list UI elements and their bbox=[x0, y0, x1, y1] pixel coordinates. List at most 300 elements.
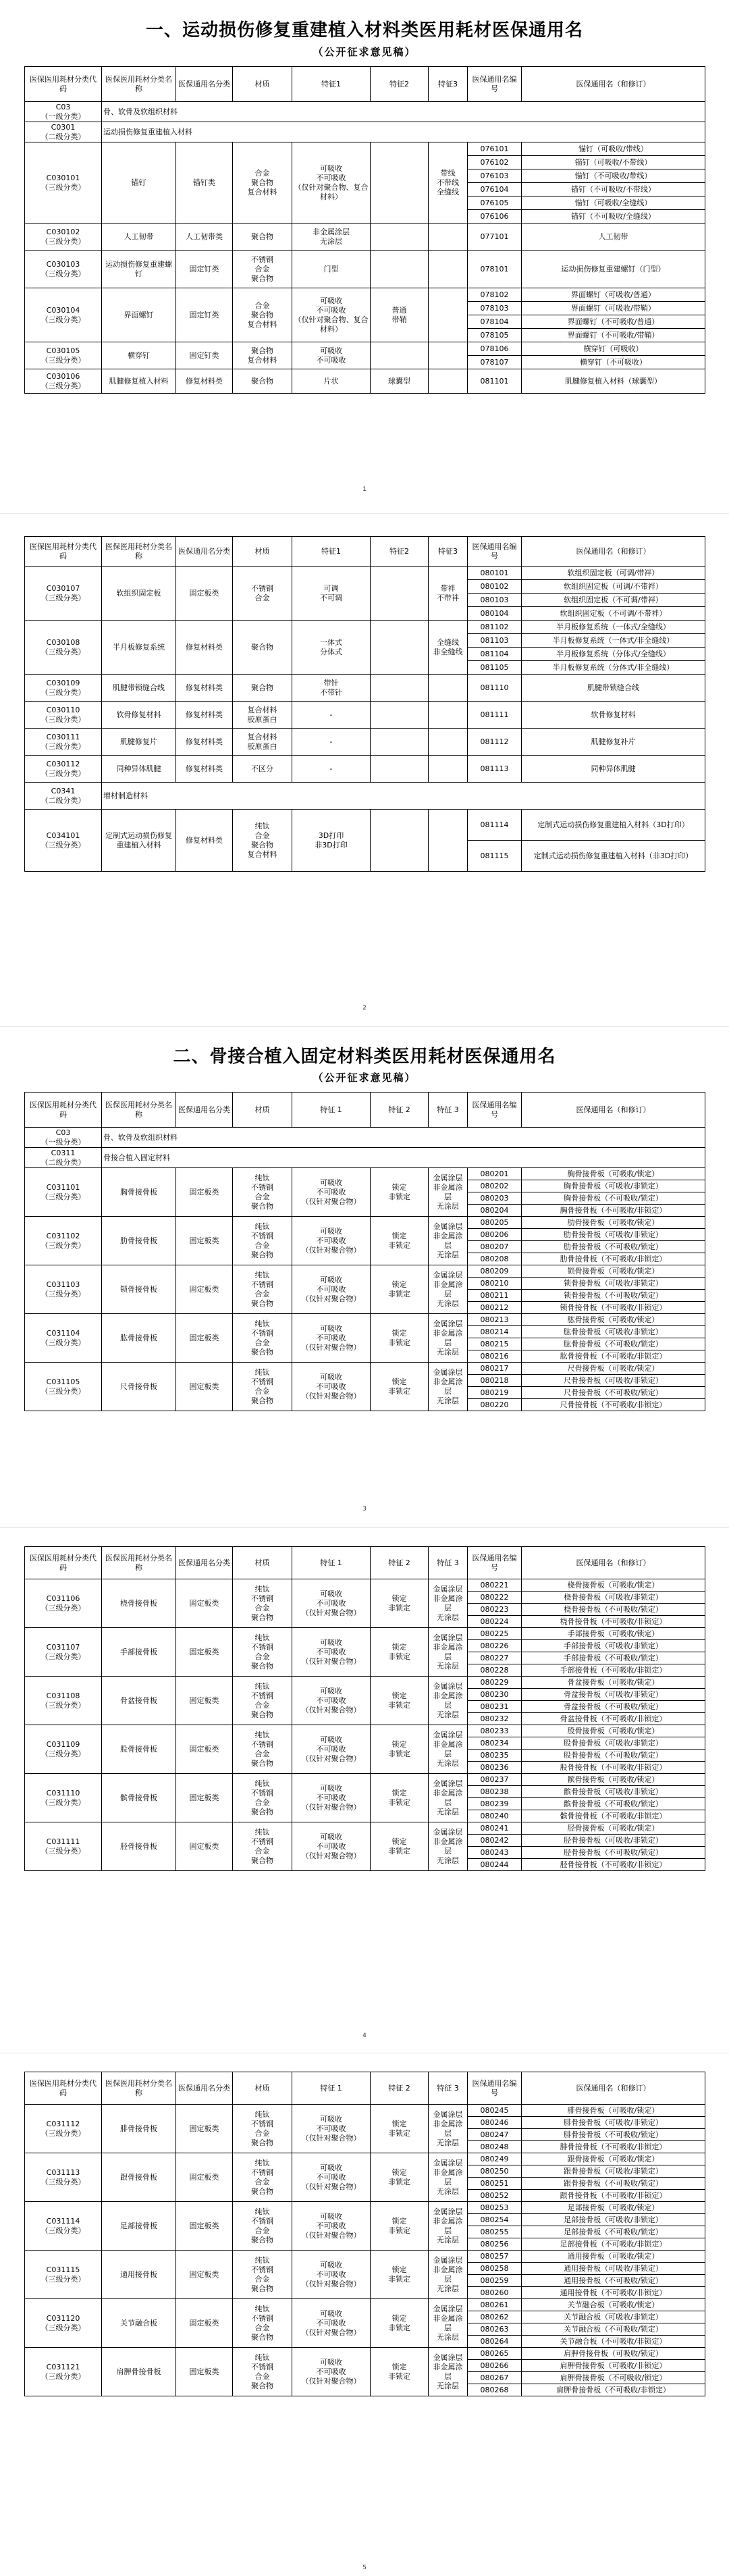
generic-class-text: 固定板类 bbox=[189, 2172, 219, 2182]
item-name: 软组织固定板（不可调/不带袢） bbox=[522, 607, 705, 621]
item-name: 软组织固定板（可调/不带袢） bbox=[522, 580, 705, 594]
feature1 bbox=[292, 2153, 371, 2202]
feature3: 带袢 不带袢 bbox=[429, 567, 468, 621]
header-number: 医保通用名编号 bbox=[468, 537, 522, 567]
feature2-text: 锁定 非锁定 bbox=[388, 1594, 410, 1612]
feature2-text: 锁定 非锁定 bbox=[388, 2313, 410, 2332]
item-name-text: 跟骨接骨板（可吸收/非锁定） bbox=[564, 2166, 663, 2176]
item-name: 半月板修复系统（分体式/非全缝线） bbox=[522, 661, 705, 675]
item-number: 076101 bbox=[468, 142, 522, 156]
feature2: 球囊型 bbox=[371, 369, 429, 394]
feature1: 3D打印 非3D打印 bbox=[292, 810, 371, 872]
item-number-text: 080213 bbox=[480, 1315, 509, 1324]
generic-class: 人工韧带类 bbox=[176, 224, 233, 251]
feature3 bbox=[429, 2299, 468, 2348]
feature3-text: 金属涂层 非金属涂层 无涂层 bbox=[433, 1270, 463, 1308]
item-name bbox=[522, 1762, 705, 1774]
item-name-text: 桡骨接骨板（可吸收/非锁定） bbox=[564, 1592, 663, 1602]
item-name bbox=[522, 1725, 705, 1737]
material: 聚合物 复合材料 bbox=[233, 342, 292, 369]
generic-class: 修复材料类 bbox=[176, 369, 233, 394]
item-name bbox=[522, 1579, 705, 1592]
item-number bbox=[468, 2226, 522, 2238]
generic-class-text: 固定板类 bbox=[189, 2124, 219, 2133]
item-number bbox=[468, 2299, 522, 2311]
item-name-text: 跟骨接骨板（不可吸收/锁定） bbox=[564, 2178, 663, 2188]
generic-class bbox=[176, 2348, 233, 2396]
generic-class-text: 固定板类 bbox=[189, 1598, 219, 1608]
table-5 bbox=[24, 2072, 705, 2396]
item-number bbox=[468, 2190, 522, 2202]
item-name bbox=[522, 1290, 705, 1302]
material-text: 纯钛 不锈钢 合金 聚合物 bbox=[251, 2207, 273, 2244]
header-number: 医保通用名编号 bbox=[468, 1093, 522, 1128]
item-number bbox=[468, 2323, 522, 2336]
class-name: 骨接合植入固定材料 bbox=[102, 1148, 705, 1168]
header-class: 医保通用名分类 bbox=[176, 2072, 233, 2105]
item-number: 078101 bbox=[468, 251, 522, 288]
feature3-text: 金属涂层 非金属涂层 无涂层 bbox=[433, 2352, 463, 2390]
item-number-text: 080257 bbox=[480, 2251, 509, 2261]
class-name-text: 腓骨接骨板 bbox=[120, 2124, 157, 2133]
item-name bbox=[522, 2190, 705, 2202]
material bbox=[233, 2348, 292, 2396]
item-name-text: 关节融合板（不可吸收/锁定） bbox=[564, 2324, 663, 2334]
item-number bbox=[468, 1314, 522, 1326]
class-name bbox=[102, 2348, 176, 2396]
class-code: C030110 （三级分类） bbox=[25, 702, 102, 729]
feature1-text: 可吸收 不可吸收 （仅针对聚合物） bbox=[301, 1589, 361, 1617]
generic-class: 固定钉类 bbox=[176, 288, 233, 342]
generic-class bbox=[176, 1314, 233, 1363]
class-code: C030108 （三级分类） bbox=[25, 621, 102, 675]
table-row bbox=[25, 783, 705, 810]
feature3-text: 金属涂层 非金属涂层 无涂层 bbox=[433, 1730, 463, 1768]
feature1: 带针 不带针 bbox=[292, 675, 371, 702]
item-number bbox=[468, 2165, 522, 2178]
feature2 bbox=[371, 2105, 429, 2153]
material-text: 纯钛 不锈钢 合金 聚合物 bbox=[251, 1827, 273, 1865]
header-class: 医保通用名分类 bbox=[176, 537, 233, 567]
generic-class-text: 固定板类 bbox=[189, 1647, 219, 1656]
feature1 bbox=[292, 1217, 371, 1265]
item-name bbox=[522, 2226, 705, 2238]
class-code: C030106 （三级分类） bbox=[25, 369, 102, 394]
item-name: 界面螺钉（可吸收/普通） bbox=[522, 288, 705, 302]
item-name bbox=[522, 1628, 705, 1640]
class-code bbox=[25, 1265, 102, 1314]
generic-class bbox=[176, 1363, 233, 1411]
class-code-text: C031105 （三级分类） bbox=[40, 1377, 86, 1396]
item-name bbox=[522, 2311, 705, 2323]
class-code bbox=[25, 1822, 102, 1871]
item-number-text: 080201 bbox=[480, 1169, 509, 1178]
item-number-text: 080262 bbox=[480, 2312, 509, 2321]
feature3-text: 金属涂层 非金属涂层 无涂层 bbox=[433, 1221, 463, 1259]
material-text: 纯钛 不锈钢 合金 聚合物 bbox=[251, 2255, 273, 2293]
feature2 bbox=[371, 810, 429, 872]
item-number: 078102 bbox=[468, 288, 522, 302]
item-name bbox=[522, 2336, 705, 2348]
class-name: 软骨修复材料 bbox=[102, 702, 176, 729]
material bbox=[233, 1363, 292, 1411]
material bbox=[233, 1628, 292, 1677]
item-name-text: 尺骨接骨板（可吸收/非锁定） bbox=[564, 1375, 663, 1385]
item-number bbox=[468, 1689, 522, 1701]
item-name-text: 骨盆接骨板（不可吸收/锁定） bbox=[564, 1702, 663, 1711]
item-name bbox=[522, 1859, 705, 1871]
header-name: 医保医用耗材分类名称 bbox=[102, 1093, 176, 1128]
feature1-text: 可吸收 不可吸收 （仅针对聚合物） bbox=[301, 2211, 361, 2240]
feature1: 非金属涂层 无涂层 bbox=[292, 224, 371, 251]
feature3 bbox=[429, 675, 468, 702]
header-code: 医保医用耗材分类代码 bbox=[25, 67, 102, 102]
class-code bbox=[25, 1314, 102, 1363]
generic-class-text: 固定板类 bbox=[189, 2269, 219, 2279]
item-name-text: 肋骨接骨板（可吸收/非锁定） bbox=[564, 1230, 663, 1239]
item-number-text: 080242 bbox=[480, 1835, 509, 1845]
feature2 bbox=[371, 1677, 429, 1725]
generic-class-text: 固定板类 bbox=[189, 1696, 219, 1705]
generic-class bbox=[176, 2299, 233, 2348]
feature1 bbox=[292, 2348, 371, 2396]
item-name bbox=[522, 1217, 705, 1229]
feature2-text: 锁定 非锁定 bbox=[388, 1788, 410, 1807]
header-number: 医保通用名编号 bbox=[468, 67, 522, 102]
item-number-text: 080248 bbox=[480, 2142, 509, 2151]
item-number-text: 080218 bbox=[480, 1375, 509, 1385]
header-feature2: 特征 2 bbox=[371, 2072, 429, 2105]
item-number bbox=[468, 1180, 522, 1192]
item-name bbox=[522, 2129, 705, 2141]
item-name bbox=[522, 1713, 705, 1725]
feature1-text: 可吸收 不可吸收 （仅针对聚合物） bbox=[301, 1783, 361, 1812]
item-number bbox=[468, 1750, 522, 1762]
item-number bbox=[468, 1375, 522, 1387]
class-name: 运动损伤修复重建螺钉 bbox=[102, 251, 176, 288]
item-name-text: 通用接骨板（可吸收/非锁定） bbox=[564, 2263, 663, 2273]
item-number bbox=[468, 1616, 522, 1628]
class-code-text: C031106 （三级分类） bbox=[40, 1594, 86, 1612]
feature2-text: 锁定 非锁定 bbox=[388, 1739, 410, 1758]
class-name-text: 桡骨接骨板 bbox=[120, 1598, 157, 1608]
item-name-text: 通用接骨板（不可吸收/锁定） bbox=[564, 2276, 663, 2285]
table-header-row bbox=[25, 67, 705, 102]
header-generic-name: 医保通用名（和修订） bbox=[522, 1093, 705, 1128]
feature3 bbox=[429, 2202, 468, 2251]
table-row bbox=[25, 1579, 705, 1592]
feature1-text: 可吸收 不可吸收 （仅针对聚合物） bbox=[301, 1686, 361, 1714]
header-number: 医保通用名编号 bbox=[468, 1547, 522, 1579]
table-row bbox=[25, 702, 705, 729]
item-number-text: 080211 bbox=[480, 1290, 509, 1300]
feature1: 可吸收 不可吸收 （仅针对聚合物、复合材料） bbox=[292, 288, 371, 342]
item-number-text: 080254 bbox=[480, 2215, 509, 2224]
item-number bbox=[468, 1762, 522, 1774]
material: 聚合物 bbox=[233, 369, 292, 394]
item-number-text: 080224 bbox=[480, 1616, 509, 1626]
class-code-text: C031107 （三级分类） bbox=[40, 1642, 86, 1661]
material: 纯钛 合金 聚合物 复合材料 bbox=[233, 810, 292, 872]
table-row bbox=[25, 2251, 705, 2263]
item-name: 锚钉（可吸收/带线） bbox=[522, 142, 705, 156]
feature3 bbox=[429, 1168, 468, 1217]
item-number-text: 080202 bbox=[480, 1181, 509, 1190]
generic-class: 固定板类 bbox=[176, 567, 233, 621]
item-name: 定制式运动损伤修复重建植入材料（非3D打印） bbox=[522, 841, 705, 872]
feature3 bbox=[429, 1677, 468, 1725]
material-text: 纯钛 不锈钢 合金 聚合物 bbox=[251, 1633, 273, 1671]
generic-class bbox=[176, 1217, 233, 1265]
item-name bbox=[522, 2384, 705, 2396]
item-number-text: 080237 bbox=[480, 1775, 509, 1784]
feature1 bbox=[292, 2202, 371, 2251]
item-name-text: 股骨接骨板（可吸收/非锁定） bbox=[564, 1738, 663, 1747]
item-number-text: 080247 bbox=[480, 2130, 509, 2139]
item-name-text: 股骨接骨板（不可吸收/非锁定） bbox=[560, 1762, 667, 1772]
class-code-text: C031112 （三级分类） bbox=[40, 2119, 86, 2138]
generic-class-text: 固定板类 bbox=[189, 1793, 219, 1802]
item-number-text: 080226 bbox=[480, 1641, 509, 1650]
item-number-text: 080227 bbox=[480, 1653, 509, 1662]
item-name-text: 手部接骨板（不可吸收/非锁定） bbox=[560, 1665, 667, 1675]
item-name: 软组织固定板（可调/带袢） bbox=[522, 567, 705, 580]
header-feature3: 特征3 bbox=[429, 67, 468, 102]
item-number-text: 080219 bbox=[480, 1388, 509, 1397]
item-name-text: 骨盆接骨板（可吸收/锁定） bbox=[567, 1677, 659, 1687]
header-feature3: 特征 3 bbox=[429, 1547, 468, 1579]
item-name bbox=[522, 1750, 705, 1762]
item-number bbox=[468, 2275, 522, 2287]
item-name: 软骨修复材料 bbox=[522, 702, 705, 729]
item-name bbox=[522, 1822, 705, 1835]
item-name-text: 手部接骨板（可吸收/非锁定） bbox=[564, 1641, 663, 1650]
item-number-text: 080264 bbox=[480, 2336, 509, 2346]
header-class: 医保通用名分类 bbox=[176, 67, 233, 102]
generic-class bbox=[176, 2153, 233, 2202]
class-code-text: C031109 （三级分类） bbox=[40, 1739, 86, 1758]
item-number-text: 080233 bbox=[480, 1726, 509, 1735]
item-number bbox=[468, 1810, 522, 1822]
item-name-text: 髌骨接骨板（可吸收/锁定） bbox=[567, 1775, 659, 1784]
item-name bbox=[522, 1798, 705, 1810]
item-number bbox=[468, 1278, 522, 1290]
material bbox=[233, 2299, 292, 2348]
item-name bbox=[522, 2117, 705, 2129]
feature3 bbox=[429, 2348, 468, 2396]
item-number bbox=[468, 1786, 522, 1798]
material bbox=[233, 2251, 292, 2299]
item-number-text: 080268 bbox=[480, 2385, 509, 2394]
feature3-text: 金属涂层 非金属涂层 无涂层 bbox=[433, 1681, 463, 1719]
class-name: 骨、软骨及软组织材料 bbox=[102, 1128, 705, 1148]
header-name: 医保医用耗材分类名称 bbox=[102, 1547, 176, 1579]
item-name bbox=[522, 2153, 705, 2165]
generic-class: 修复材料类 bbox=[176, 810, 233, 872]
material bbox=[233, 2105, 292, 2153]
feature2-text: 锁定 非锁定 bbox=[388, 1377, 410, 1396]
feature3-text: 金属涂层 非金属涂层 无涂层 bbox=[433, 1584, 463, 1622]
item-name bbox=[522, 2263, 705, 2275]
item-number: 076103 bbox=[468, 169, 522, 183]
material-text: 纯钛 不锈钢 合金 聚合物 bbox=[251, 1221, 273, 1259]
feature3 bbox=[429, 810, 468, 872]
item-name: 半月板修复系统（一体式/非全缝线） bbox=[522, 634, 705, 648]
table-4 bbox=[24, 1546, 705, 1871]
generic-class-text: 固定板类 bbox=[189, 1187, 219, 1197]
class-name: 骨、软骨及软组织材料 bbox=[102, 102, 705, 122]
class-code: C030102 （三级分类） bbox=[25, 224, 102, 251]
table-row bbox=[25, 1628, 705, 1640]
item-name-text: 足部接骨板（可吸收/锁定） bbox=[567, 2203, 659, 2212]
material: 聚合物 bbox=[233, 675, 292, 702]
table-row bbox=[25, 122, 705, 142]
item-name-text: 股骨接骨板（不可吸收/锁定） bbox=[564, 1750, 663, 1760]
class-code bbox=[25, 1363, 102, 1411]
item-name: 锚钉（可吸收/全缝线） bbox=[522, 196, 705, 210]
item-name bbox=[522, 2214, 705, 2226]
feature3 bbox=[429, 224, 468, 251]
section-2-title: 二、骨接合植入固定材料类医用耗材医保通用名 bbox=[173, 1047, 556, 1067]
header-feature1: 特征 1 bbox=[292, 1093, 371, 1128]
class-name-text: 尺骨接骨板 bbox=[120, 1382, 157, 1391]
table-row bbox=[25, 2105, 705, 2117]
generic-class-text: 固定板类 bbox=[189, 2318, 219, 2328]
class-code bbox=[25, 2105, 102, 2153]
class-name-text: 关节融合板 bbox=[120, 2318, 157, 2328]
class-name-text: 肱骨接骨板 bbox=[120, 1333, 157, 1342]
class-name: 锚钉 bbox=[102, 142, 176, 224]
item-name-text: 腓骨接骨板（不可吸收/非锁定） bbox=[560, 2142, 667, 2151]
item-name bbox=[522, 2323, 705, 2336]
class-code: C0341 （二级分类） bbox=[25, 783, 102, 810]
item-name-text: 关节融合板（可吸收/非锁定） bbox=[564, 2312, 663, 2321]
item-name-text: 肱骨接骨板（可吸收/非锁定） bbox=[564, 1327, 663, 1336]
item-name: 锚钉（不可吸收/不带线） bbox=[522, 183, 705, 196]
item-number-text: 080261 bbox=[480, 2300, 509, 2309]
class-code bbox=[25, 2202, 102, 2251]
material: 合金 聚合物 复合材料 bbox=[233, 288, 292, 342]
class-code-text: C031115 （三级分类） bbox=[40, 2265, 86, 2284]
class-name-text: 肋骨接骨板 bbox=[120, 1236, 157, 1245]
item-name-text: 肱骨接骨板（不可吸收/锁定） bbox=[564, 1339, 663, 1348]
table-row bbox=[25, 224, 705, 251]
table-row bbox=[25, 756, 705, 783]
item-number-text: 080250 bbox=[480, 2166, 509, 2176]
class-code: C0301 （二级分类） bbox=[25, 122, 102, 142]
item-number bbox=[468, 1592, 522, 1604]
class-name-text: 足部接骨板 bbox=[120, 2221, 157, 2230]
header-material: 材质 bbox=[233, 67, 292, 102]
class-name-text: 胫骨接骨板 bbox=[120, 1841, 157, 1851]
feature2 bbox=[371, 2251, 429, 2299]
feature3 bbox=[429, 756, 468, 783]
item-name: 肌腱修复植入材料（球囊型） bbox=[522, 369, 705, 394]
feature2 bbox=[371, 729, 429, 756]
header-feature3: 特征 3 bbox=[429, 2072, 468, 2105]
feature2-text: 锁定 非锁定 bbox=[388, 1642, 410, 1661]
item-number: 081114 bbox=[468, 810, 522, 841]
feature3 bbox=[429, 1774, 468, 1822]
item-number bbox=[468, 1664, 522, 1677]
feature3 bbox=[429, 2105, 468, 2153]
feature3 bbox=[429, 1363, 468, 1411]
item-name-text: 胫骨接骨板（不可吸收/锁定） bbox=[564, 1847, 663, 1857]
item-name bbox=[522, 1664, 705, 1677]
feature2 bbox=[371, 1725, 429, 1774]
header-generic-name: 医保通用名（和修订） bbox=[522, 1547, 705, 1579]
item-number-text: 080206 bbox=[480, 1230, 509, 1239]
item-number-text: 080205 bbox=[480, 1217, 509, 1227]
item-number: 076104 bbox=[468, 183, 522, 196]
material bbox=[233, 1265, 292, 1314]
page-separator bbox=[0, 1026, 729, 1027]
feature2 bbox=[371, 2153, 429, 2202]
generic-class bbox=[176, 1579, 233, 1628]
feature2-text: 锁定 非锁定 bbox=[388, 2216, 410, 2235]
class-name: 增材制造材料 bbox=[102, 783, 705, 810]
item-name: 运动损伤修复重建螺钉（门型） bbox=[522, 251, 705, 288]
header-name: 医保医用耗材分类名称 bbox=[102, 67, 176, 102]
item-number-text: 080253 bbox=[480, 2203, 509, 2212]
item-name bbox=[522, 1338, 705, 1350]
item-name: 界面螺钉（可吸收/带鞘） bbox=[522, 302, 705, 315]
item-name-text: 胸骨接骨板（不可吸收/锁定） bbox=[564, 1193, 663, 1203]
item-number bbox=[468, 1217, 522, 1229]
item-name bbox=[522, 1326, 705, 1338]
item-name bbox=[522, 2251, 705, 2263]
item-name-text: 腓骨接骨板（可吸收/锁定） bbox=[567, 2105, 659, 2115]
material bbox=[233, 1822, 292, 1871]
item-number-text: 080260 bbox=[480, 2288, 509, 2297]
item-number: 078106 bbox=[468, 342, 522, 356]
class-code-text: C031114 （三级分类） bbox=[40, 2216, 86, 2235]
item-number bbox=[468, 1399, 522, 1411]
material bbox=[233, 1579, 292, 1628]
item-number: 081104 bbox=[468, 648, 522, 661]
item-number bbox=[468, 1774, 522, 1786]
table-row bbox=[25, 675, 705, 702]
item-number bbox=[468, 2105, 522, 2117]
generic-class bbox=[176, 1628, 233, 1677]
item-number bbox=[468, 1229, 522, 1241]
item-number bbox=[468, 1579, 522, 1592]
item-name bbox=[522, 2105, 705, 2117]
item-number bbox=[468, 1387, 522, 1399]
item-number: 081111 bbox=[468, 702, 522, 729]
material bbox=[233, 1168, 292, 1217]
feature3 bbox=[429, 2251, 468, 2299]
item-name-text: 肩胛骨接骨板（不可吸收/锁定） bbox=[560, 2373, 667, 2382]
class-name bbox=[102, 1265, 176, 1314]
class-code: C030103 （三级分类） bbox=[25, 251, 102, 288]
item-number: 080101 bbox=[468, 567, 522, 580]
item-number bbox=[468, 1302, 522, 1314]
item-number-text: 080243 bbox=[480, 1847, 509, 1857]
table-2 bbox=[24, 536, 705, 872]
item-name-text: 跟骨接骨板（不可吸收/非锁定） bbox=[560, 2190, 667, 2200]
generic-class-text: 固定板类 bbox=[189, 1382, 219, 1391]
feature3-text: 金属涂层 非金属涂层 无涂层 bbox=[433, 1173, 463, 1211]
item-name bbox=[522, 1302, 705, 1314]
item-number bbox=[468, 1640, 522, 1652]
item-number-text: 080216 bbox=[480, 1351, 509, 1361]
item-number bbox=[468, 2251, 522, 2263]
item-name-text: 髌骨接骨板（可吸收/非锁定） bbox=[564, 1787, 663, 1796]
feature1-text: 可吸收 不可吸收 （仅针对聚合物） bbox=[301, 1372, 361, 1400]
feature1: - bbox=[292, 756, 371, 783]
material-text: 纯钛 不锈钢 合金 聚合物 bbox=[251, 1779, 273, 1816]
